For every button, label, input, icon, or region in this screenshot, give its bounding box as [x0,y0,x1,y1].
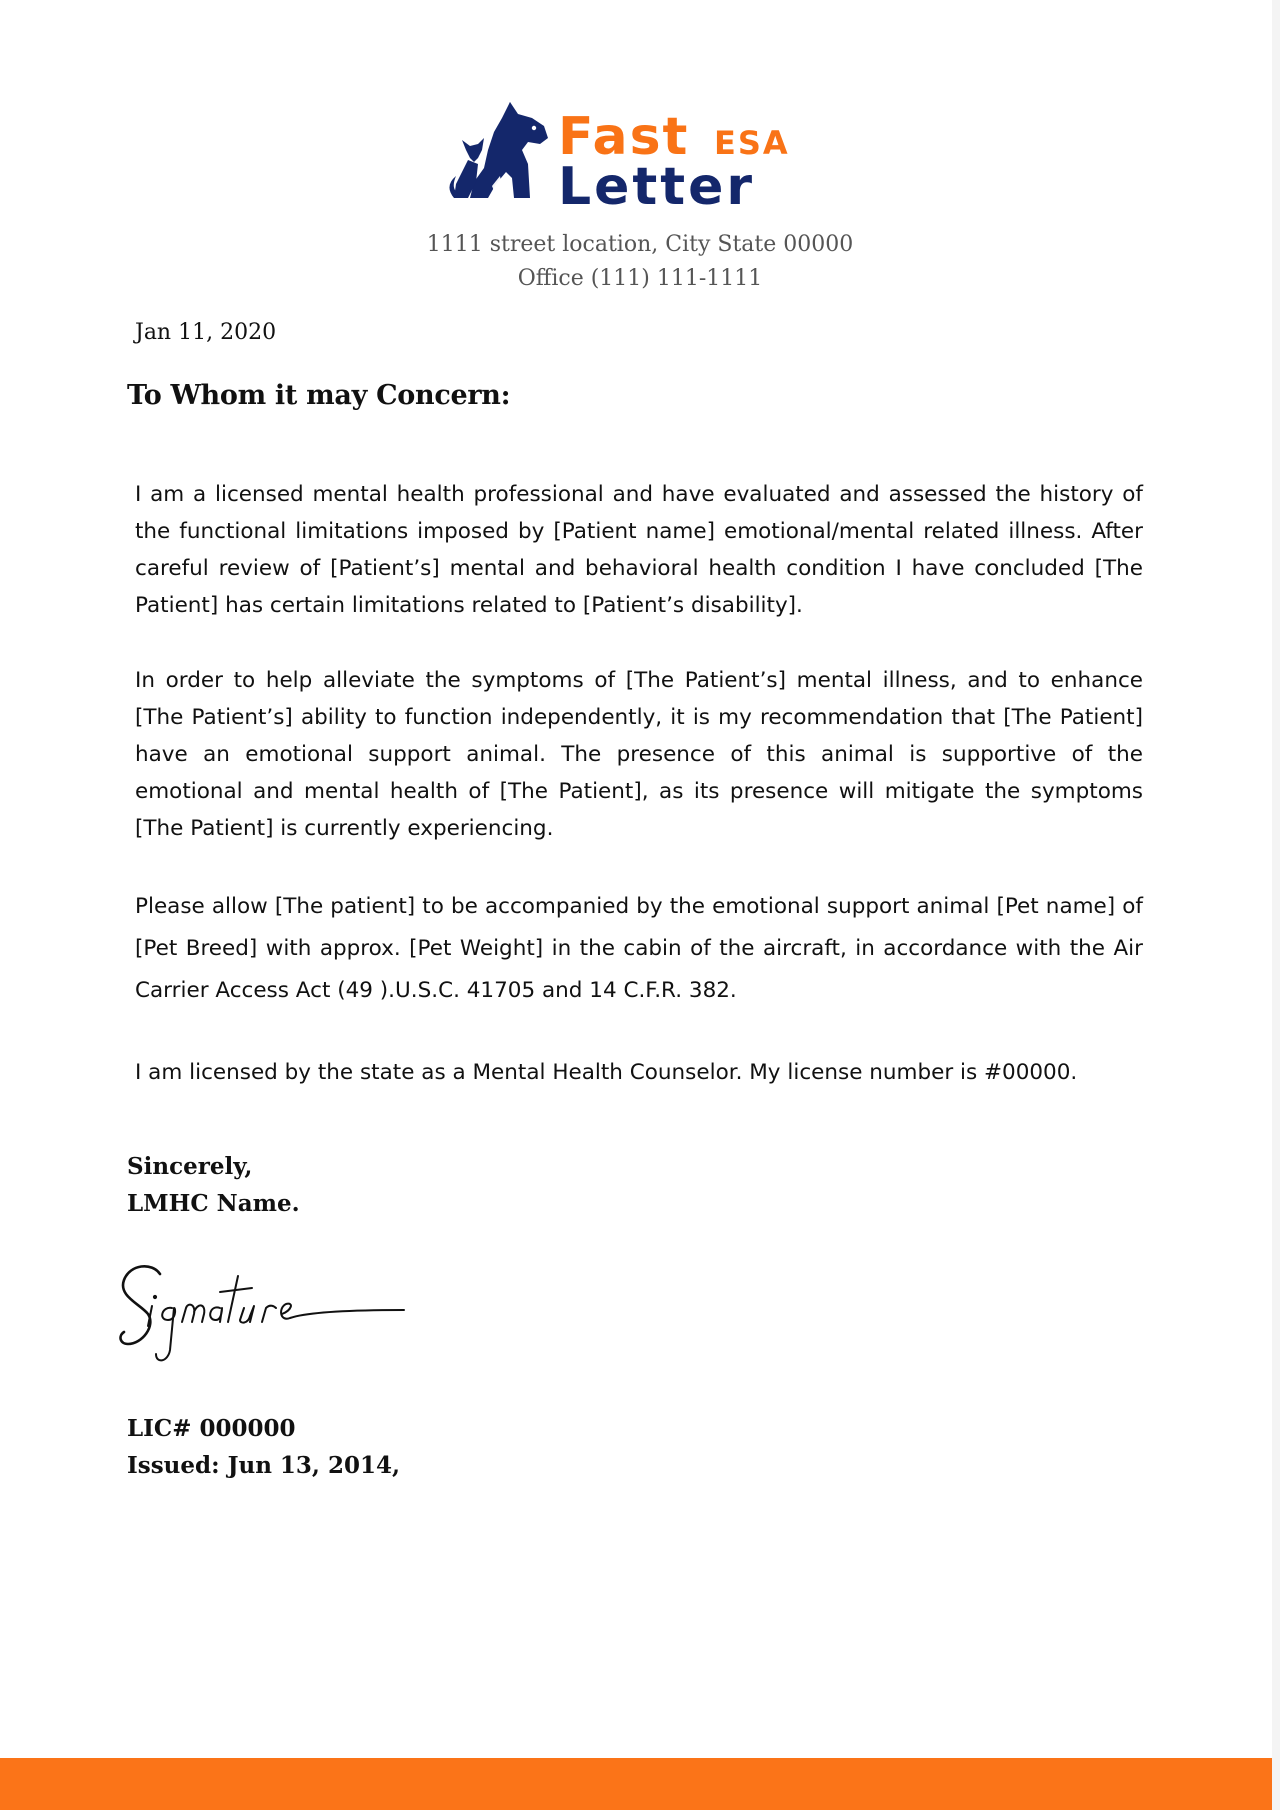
handwritten-signature [112,1252,412,1382]
sign-off: Sincerely, [127,1153,253,1180]
fastesa-logo [448,98,808,210]
letter-date: Jan 11, 2020 [135,320,277,345]
license-number: LIC# 000000 [127,1415,296,1442]
address-line: 1111 street location, City State 00000 [426,232,854,257]
signer-name: LMHC Name. [127,1190,300,1217]
footer-bar [0,1758,1280,1810]
license-issued-date: Issued: Jun 13, 2014, [127,1452,400,1479]
body-paragraph: In order to help alleviate the symptoms of [The Patient’s] mental illness, and to enhance [The Patient’s] ability to function independently, it is my recommendation that [The Patient] have an emotional support animal. The presence of this animal is supportive of the emotional and mental health of [The Patient], as its presence will mitigate the symptoms [The Patient] is currently experiencing. [135,668,1143,841]
page-edge [1272,0,1280,1810]
license-block [127,1410,400,1484]
body-paragraph: I am a licensed mental health professional and have evaluated and assessed the history of the functional limitations imposed by [Patient name] emotional/mental related illness. After careful review of [Patient’s] mental and behavioral health condition I have concluded [The Patient] has certain limitations related to [Patient’s disability]. [135,482,1143,618]
body-paragraph: Please allow [The patient] to be accompanied by the emotional support animal [Pet name] of [Pet Breed] with approx. [Pet Weight] in the cabin of the aircraft, in accordance with the Air Carrier Access Act (49 ).U.S.C. 41705 and 14 C.F.R. 382. [135,894,1143,1003]
body-paragraph: I am licensed by the state as a Mental Health Counselor. My license number is #00000. [135,1060,1078,1085]
office-phone: Office (111) 111-1111 [517,266,763,291]
logo-word-letter: Letter [558,157,756,210]
salutation: To Whom it may Concern: [127,380,511,411]
closing-block [127,1148,300,1222]
logo-word-fast: Fast [558,107,690,167]
letterhead-address [0,228,1280,296]
logo-word-esa: ESA [714,124,790,162]
